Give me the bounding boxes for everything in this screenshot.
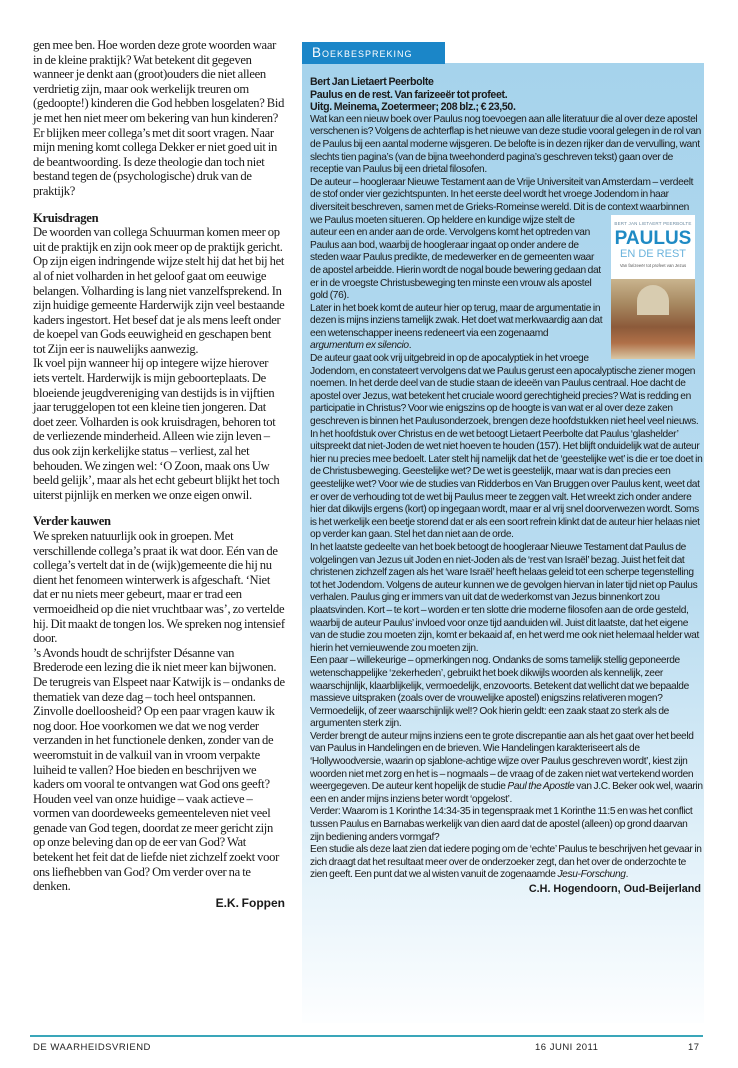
paragraph: Ik voel pijn wanneer hij op integere wijze hierover iets vertelt. Harderwijk is mijn geboorteplaats. De bloeiende jeugdvereniging van destijds is in vijftien jaar teruggelopen tot een kleine tien jongeren. Dat doet zeer. Volharden is ook kruisdragen, behoren tot de verliezende minderheid. Alleen wie zijn leven – dus ook zijn kerkelijke status – verliest, zal het behouden. We zingen wel: ‘O Zoon, maak ons Uw beeld gelijk’, maar als het echt gebeurt blijkt het toch uiterst pijnlijk en merken we onze eigen onwil. (33, 356, 280, 502)
section-label: Boekbespreking (302, 42, 445, 64)
reviewer: C.H. Hogendoorn, Oud-Beijerland (528, 883, 701, 895)
paragraph (310, 844, 703, 882)
paragraph: Verder: Waarom is 1 Korinthe 14:34-35 in tegenspraak met 1 Korinthe 11:5 en was het conflict tussen Paulus en Barnabas werkelijk van dien aard dat de apostel (alleen) op grond daarvan zijn bediening anders vormgaf? (310, 806, 693, 843)
left-article-column (33, 38, 285, 910)
section-heading: Kruisdragen (33, 210, 99, 225)
cover-subtitle: Van farizeeër tot profeet van Jezus (619, 262, 687, 268)
footer-publication: DE WAARHEIDSVRIEND (33, 1042, 151, 1053)
italic-term: Jesu-Forschung (557, 869, 626, 881)
paragraph: Een paar – willekeurige – opmerkingen nog. Ondanks de soms tamelijk stellig geponeerde wetenschappelijke ‘zekerheden’, gebruikt het boek dikwijls woorden als kennelijk, zeer waarschijnlijk, klaarblijkelijk, vermoedelijk, enzovoorts. Betekent dat wellicht dat we bepaalde massieve uitspraken (zoals over de vrouwelijke apostel) enigszins relativeren mogen? Vermoedelijk, of zeer waarschijnlijk wel!? Ook hierin geldt: een zaak staat zo sterk als de argumenten sterk zijn. (310, 655, 689, 730)
text: Verder brengt de auteur mijns inziens een te grote discrepantie aan als het gaat over het beeld van Paulus in Handelingen en de brieven. Wie Handelingen karakteriseert als de ‘Hollywoodversie, waarin op sjablone-achtige wijze over Paulus geschreven wordt’, kiest zijn woorden niet met zorg en het is – nogmaals – de vraag of de zaken niet wat vertekend worden weergegeven. De auteur kent hopelijk de studie (310, 730, 694, 793)
text: van J.C. Beker ook wel, waarin een en ander mijns inziens beter wordt ‘opgelost’. (310, 781, 703, 805)
cover-painting-arch (637, 285, 669, 315)
footer-rule (30, 1035, 703, 1037)
text: Een studie als deze laat zien dat iedere poging om de ‘echte’ Paulus te beschrijven het gevaar in zich draagt dat het resultaat meer over de onderzoeker zegt, dan het over de onderzochte te zien geeft. Een punt dat we al wisten vanuit de zogenaamde (310, 844, 702, 881)
paragraph: We spreken natuurlijk ook in groepen. Met verschillende collega’s praat ik wat door. Eén van de collega’s vertelt dat in de (wijk)gemeente die hij nu dient het fenomeen winterwerk is afgeschaft. ‘Niet dat er nu niets meer gebeurt, maar er trad een vermoeidheid op die niet vruchtbaar was’, zo vertelde hij. Dit maakt de tongen los. We spreken nog intensief door. (33, 529, 285, 646)
cover-title: PAULUS (614, 227, 692, 249)
text: . (408, 340, 412, 352)
cover-author: BERT JAN LIETAERT PEERBOLTE (614, 220, 692, 226)
paragraph: De auteur – hoogleraar Nieuwe Testament aan de Vrije Universiteit van Amsterdam – verdeelt de stof onder vier gezichtspunten. In het eerste deel wordt het vroege Jodendom in haar diversiteit beschreven, samen met de Grieks-Romeinse wereld. Dit is de context waarbinnen we Paulus moeten situeren. Op heldere en kundige wijze stelt de auteur een en ander aan de orde. Vervolgens komt het optreden van Paulus aan bod, waarbij de hoogleraar ingaat op onder andere de steden waar Paulus predikte, de medewerker en de gemeenten waar de apostel arbeidde. Hierin wordt de nogal boude bewering gedaan dat er in de vroegste Christusbeweging ten minste een vrouw als apostel gold (76). (310, 176, 694, 302)
book-title: Paulus en de rest. Van farizeeër tot profeet. (310, 88, 508, 101)
paragraph: gen mee ben. Hoe worden deze grote woorden waar in de kleine praktijk? Wat betekent dit gegeven wanneer je denkt aan (groot)ouders die niet alleen verdrietig zijn, maar ook werkelijk treuren om (gedoopte!) kinderen die God hebben losgelaten? Bid je met hen niet meer om bekering van hun kinderen? Er blijken meer collega’s met dit soort vragen. Naar mijn mening komt collega Dekker er niet goed uit in de beantwoording. Is deze theologie dan toch niet bestand tegen de (psychologische) druk van de praktijk? (33, 38, 285, 198)
text: . (625, 869, 629, 881)
book-cover-image (611, 215, 695, 359)
footer-date: 16 JUNI 2011 (535, 1042, 599, 1053)
book-details: Uitg. Meinema, Zoetermeer; 208 blz.; € 23,50. (310, 101, 516, 114)
paragraph (310, 731, 703, 807)
paragraph: In het laatste gedeelte van het boek betoogt de hoogleraar Nieuwe Testament dat Paulus de volgelingen van Jezus uit Joden en niet-Joden als de ‘rest van Israël’ bezag. Juist het feit dat christenen zichzelf zagen als het ‘ware Israël’ heeft helaas geleid tot een scherpe tegenstelling tot het Jodendom. Volgens de auteur kunnen we de gevolgen hiervan in later tijd niet op Paulus verhalen. Paulus ging er immers van uit dat de wederkomst van Jezus binnenkort zou plaatsvinden. Kort – te kort – worden er ten slotte drie moderne filosofen aan de orde gesteld, waarbij de auteur Paulus’ invloed voor onze tijd aanduiden wil. Juist dit laatste, dat het eigene van de studie zou moeten zijn, komt er bekaaid af, en het werd me ook niet helemaal helder wat hierin het vernieuwende zou moeten zijn. (310, 541, 699, 654)
italic-term: argumentum ex silencio (310, 340, 409, 352)
paragraph: De auteur gaat ook vrij uitgebreid in op de apocalyptiek in het vroege Jodendom, en constateert vervolgens dat we Paulus gerust een apocalyptische ziener mogen noemen. In het derde deel van de studie staan de ideeën van Paulus centraal. Hoe dacht de apostel over Jezus, wat betekent het cruciale woord gerechtigheid precies? Wat is redding en participatie in Christus? Voor wie enigszins op de hoogte is van wat er al over deze zaken geschreven is binnen het Paulusonderzoek, brengen deze hoofdstukken niet heel veel nieuws. In het hoofdstuk over Christus en de wet betoogt Lietaert Peerbolte dat Paulus ‘glashelder’ uitspreekt dat niet-Joden de wet niet hoeven te houden (157). Het blijft onduidelijk wat de auteur hier nu precies mee bedoelt. Later stelt hij namelijk dat het de ‘geestelijke wet’ is die er toe doet in de Christusbeweging. Geestelijke wet? De wet is geestelijk, maar wat is dan precies een geestelijke wet? Voor wie de studies van Ridderbos en Van Bruggen over Paulus kent, weet dat er over de verhouding tot de wet bij Paulus meer te zeggen valt. Het wreekt zich onder andere hier dat dikwijls ergens (kort) op ingegaan wordt, maar er al vrij snel doorverwezen wordt. Soms is het werkelijk een beetje storend dat er als een soort refrein klinkt dat de auteur hier helaas niet op verder kan gaan. Stel het dan niet aan de orde. (310, 353, 703, 541)
paragraph: De woorden van collega Schuurman komen meer op uit de praktijk en zijn ook meer op de praktijk gericht. Op zijn eigen indringende wijze stelt hij dat het bij het al of niet volharden in het geloof gaat om eeuwige belangen. Volharding is lang niet vanzelfsprekend. In zijn huidige gemeente Harderwijk zijn veel bestaande kaders ingestort. Het besef dat je als mens leeft onder de koepel van Gods eeuwigheid en geschapen bent tot Zijn eer is nauwelijks aanwezig. (33, 225, 285, 356)
paragraph: ’s Avonds houdt de schrijfster Désanne van Brederode een lezing die ik niet meer kan bijwonen. De terugreis van Elspeet naar Katwijk is – ondanks de thematiek van deze dag – toch heel ontspannen. Zinvolle doelloosheid? Op een paar vragen kauw ik nog door. Hoe voorkomen we dat we nog verder verzanden in het functionele denken, zonder van de weeromstuit in de valkuil van in vroom verpakte luiheid te vallen? Hoe bieden en beschrijven we kaders om vooral te ontvangen wat God ons geeft? Houden veel van onze huidige – vaak actieve – vormen van doordeweeks gemeenteleven niet veel genade van God tegen, doordat ze meer gericht zijn op onze beleving dan op de eer van God? Wat betekent het feit dat de liefde niet zichzelf zoekt voor ons liefhebben van God? Om verder over na te denken. (33, 645, 285, 894)
paragraph: Wat kan een nieuw boek over Paulus nog toevoegen aan alle literatuur die al over deze apostel verschenen is? Volgens de achterflap is het nieuwe van deze studie vooral gelegen in de rol van de Paulus bij een aantal moderne wijsgeren. De belofte is in dezen rijker dan de vervulling, want slechts tien pagina’s (van de bijna tweehonderd pagina’s geschreven tekst) gaan over de receptie van Paulus bij een drietal filosofen. (310, 113, 701, 176)
article-author: E.K. Foppen (215, 895, 285, 910)
text: Later in het boek komt de auteur hier op terug, maar de argumentatie in dezen is mijns inziens tamelijk zwak. Het doet wat merkwaardig aan dat een wetenschapper ineens redeneert via een zogenaamd (310, 302, 603, 339)
cover-title-2: EN DE REST (619, 247, 686, 260)
book-review (310, 76, 703, 896)
page-number: 17 (688, 1042, 700, 1053)
section-heading: Verder kauwen (33, 514, 111, 529)
book-author: Bert Jan Lietaert Peerbolte (310, 76, 434, 88)
italic-title: Paul the Apostle (507, 781, 575, 793)
